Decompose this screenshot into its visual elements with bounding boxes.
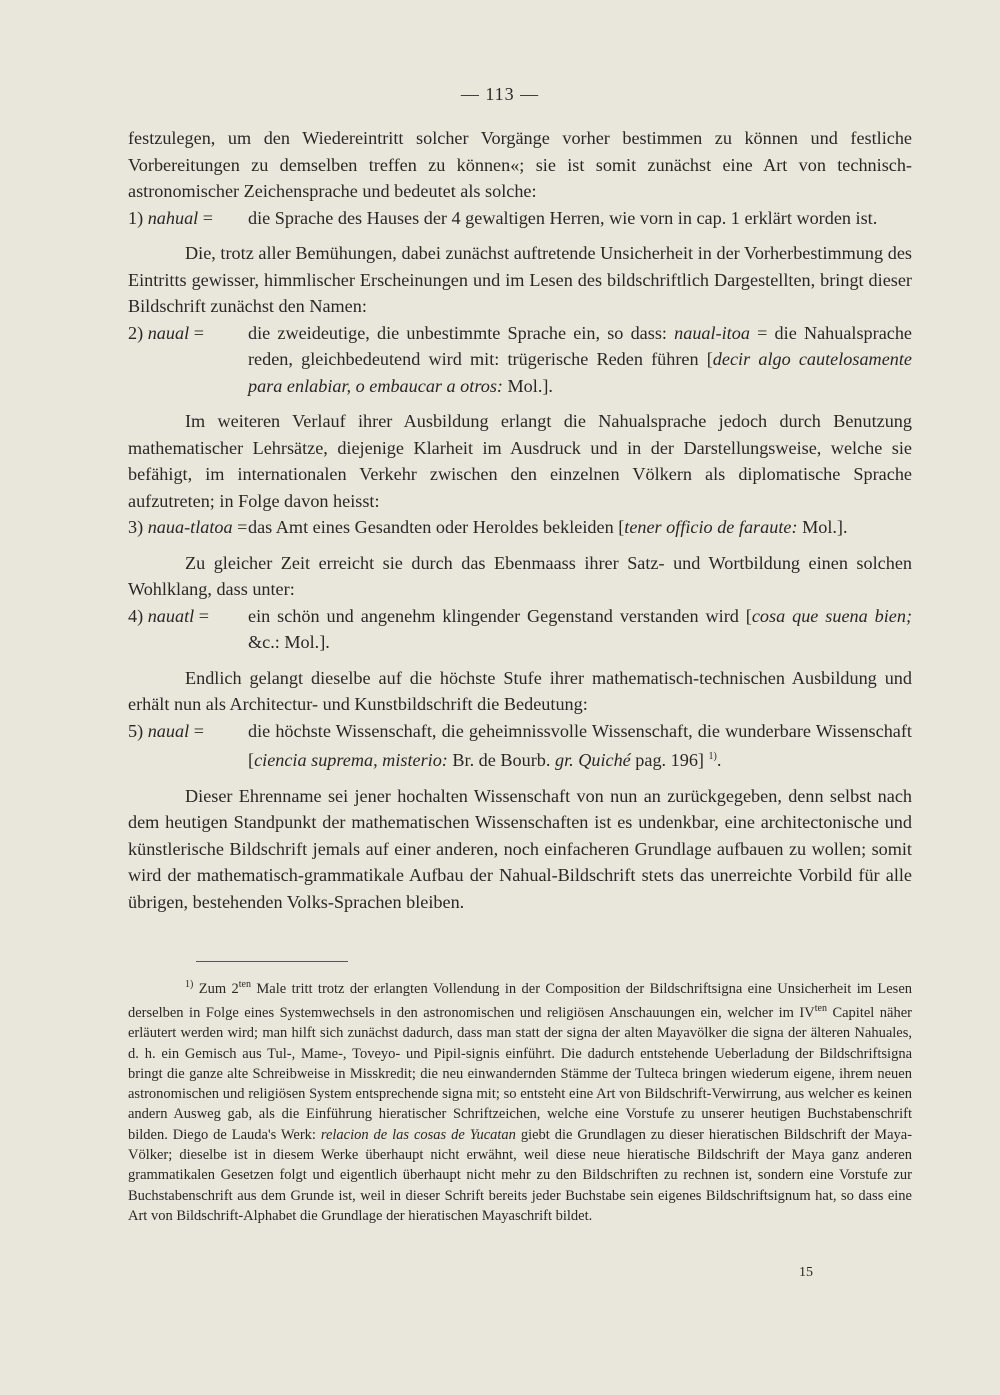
equals: = [198,605,209,626]
term: naua-tlatoa [147,517,233,537]
definition-2 [128,320,912,400]
definition-1 [128,205,912,232]
book-title: relacion de las cosas de Yucatan [320,1126,516,1143]
spanish-citation: tener officio de faraute: [624,517,798,537]
sentence-end: . [716,750,722,771]
definition-text: ein schön und angenehm klingender Gegenstand verstanden wird [ [248,605,752,626]
footnote-text: Male tritt trotz der erlangten Vollendung in der Composition der Bildschriftsigna eine Unsicherheit im Lesen derselben in Folge eines Systemwechsels in den astronomischen und religiösen Anschauungen ein, welcher im IV [128,980,913,1021]
paragraph-1: festzulegen, um den Wiedereintritt solcher Vorgänge vorher bestimmen zu können und festliche Vorbereitungen zu demselben treffen zu können«; sie ist somit zunächst eine Art von technisch-astronomischer Zeichensprache und bedeutet als solche: [128,128,912,201]
item-number: 2) [128,322,144,343]
definition-3 [128,514,912,541]
footnote-text: Zum 2 [198,980,239,997]
definition-4 [128,603,912,656]
footnote-divider [196,961,348,962]
source-reference: Mol.]. [802,517,848,537]
spanish-citation: ciencia suprema, misterio: [254,750,448,771]
footnote-text: Capitel näher erläutert werden wird; man hilft sich zunächst dadurch, dass man statt der signa der alten Mayavölker die signa der älteren Nahuales, d. h. ein Gemisch aus Tul-, Mame-, Toveyo- und Pipil-signis einführt. Die dadurch entstehende Ueberladung der Bildschriftsigna bringt die ganze alte Schreibweise in Misskredit; die neu einwandernden Stämme der Tulteca bringen wiederum eigene, ihrem neuen astronomischen und religiösen System entsprechende signa mit; so entsteht eine Art von Bildschrift-Verwirrung, aus welcher es keinen andern Ausweg gab, als die Einführung hieratischer Schriftzeichen, welche eine Vorstufe zu unserer heutigen Buchstabenschrift bilden. Diego de Lauda's Werk: [128,1004,912,1143]
source-reference: &c.: Mol.]. [248,632,330,652]
definition-text-cont: = die Nahualsprache reden, gleichbedeutend wird mit: trügerische Reden führen [ [248,322,913,369]
equals: = [193,720,204,741]
signature-mark: 15 [799,1265,813,1280]
definition-5 [128,718,912,774]
term: naual [147,322,190,343]
definition-text: die höchste Wissenschaft, die geheimnissvolle Wissenschaft, die wunderbare Wissenschaft [ [248,720,912,771]
definition-text: das Amt eines Gesandten oder Heroldes bekleiden [ [248,517,625,537]
ordinal-suffix: ten [238,979,251,990]
item-number: 1) [128,207,144,228]
source-abbrev: gr. [554,750,574,771]
term: nauatl [147,605,195,626]
main-text [128,125,912,915]
definition-text: die Sprache des Hauses der 4 gewaltigen Herren, wie vorn in cap. 1 erklärt worden ist. [248,207,878,228]
paragraph-5: Endlich gelangt dieselbe auf die höchste Stufe ihrer mathematisch-technischen Ausbildung und erhält nun als Architectur- und Kunstbildschrift die Bedeutung: [128,667,912,714]
equals: = [237,517,248,537]
equals: = [202,207,214,228]
definition-text: die zweideutige, die unbestimmte Sprache ein, so dass: [248,322,667,343]
footnote-text: giebt die Grundlagen zu dieser hieratischen Bildschrift der Maya-Völker; dieselbe ist in diesem Werke überhaupt nicht erwähnt, weil diese neue hieratische Bildschrift der Maya ganz anderen grammatikalen Gesetzen folgt und eigentlich überhaupt nicht mehr zu den Bildschriften zu rechnen ist, sondern eine Vorstufe zur Buchstabenschrift aus dem Grunde ist, weil in dieser Schrift bereits jeder Buchstabe sein eigenes Bildschriftsignum hat, so dass eine Art von Bildschrift-Alphabet die Grundlage der hieratischen Mayaschrift bildet. [128,1126,913,1224]
ordinal-suffix: ten [814,1003,827,1015]
spanish-citation: cosa que suena bien; [751,605,912,626]
source-title: Quiché [578,750,631,771]
term-secondary: naual-itoa [674,322,750,343]
footnote [128,975,912,1226]
equals: = [193,322,204,343]
term: naual [147,720,190,741]
paragraph-6: Dieser Ehrenname sei jener hochalten Wissenschaft von nun an zurückgegeben, denn selbst nach dem heutigen Standpunkt der mathematischen Wissenschaften ist es undenkbar, eine architectonische und künstlerische Bildschrift jemals auf einer anderen, noch einfacheren Grundlage aufbauen zu wollen; somit wird der mathematisch-grammatikale Aufbau der Nahual-Bildschrift stets das unerreichte Vorbild für alle übrigen, bestehenden Volks-Sprachen bleiben. [128,785,912,912]
source-reference: Br. de Bourb. [452,750,551,771]
source-reference: Mol.]. [507,375,553,396]
item-number: 3) [128,517,144,537]
spanish-citation: decir algo cautelosamente para enlabiar, o embaucar a otros: [248,349,912,396]
term: nahual [147,207,199,228]
item-number: 5) [128,720,144,741]
paragraph-3: Im weiteren Verlauf ihrer Ausbildung erlangt die Nahualsprache jedoch durch Benutzung mathematischer Lehrsätze, diejenige Klarheit im Ausdruck und in der Darstellungsweise, welche sie befähigt, im internationalen Verkehr zwischen den einzelnen Völkern als diplomatische Sprache aufzutreten; in Folge davon heisst: [128,411,912,511]
item-number: 4) [128,605,144,626]
paragraph-4: Zu gleicher Zeit erreicht sie durch das Ebenmaass ihrer Satz- und Wortbildung einen solchen Wohlklang, dass unter: [128,552,912,599]
footnote-ref: 1) [708,751,717,762]
source-page: pag. 196] [635,750,704,771]
page-number: — 113 — [460,84,540,104]
footnote-marker: 1) [185,979,194,990]
paragraph-2: Die, trotz aller Bemühungen, dabei zunächst auftretende Unsicherheit in der Vorherbestimmung des Eintritts gewisser, himmlischer Erscheinungen und im Lesen des bildschriftlich Dargestellten, bringt dieser Bildschrift zunächst den Namen: [128,243,912,316]
